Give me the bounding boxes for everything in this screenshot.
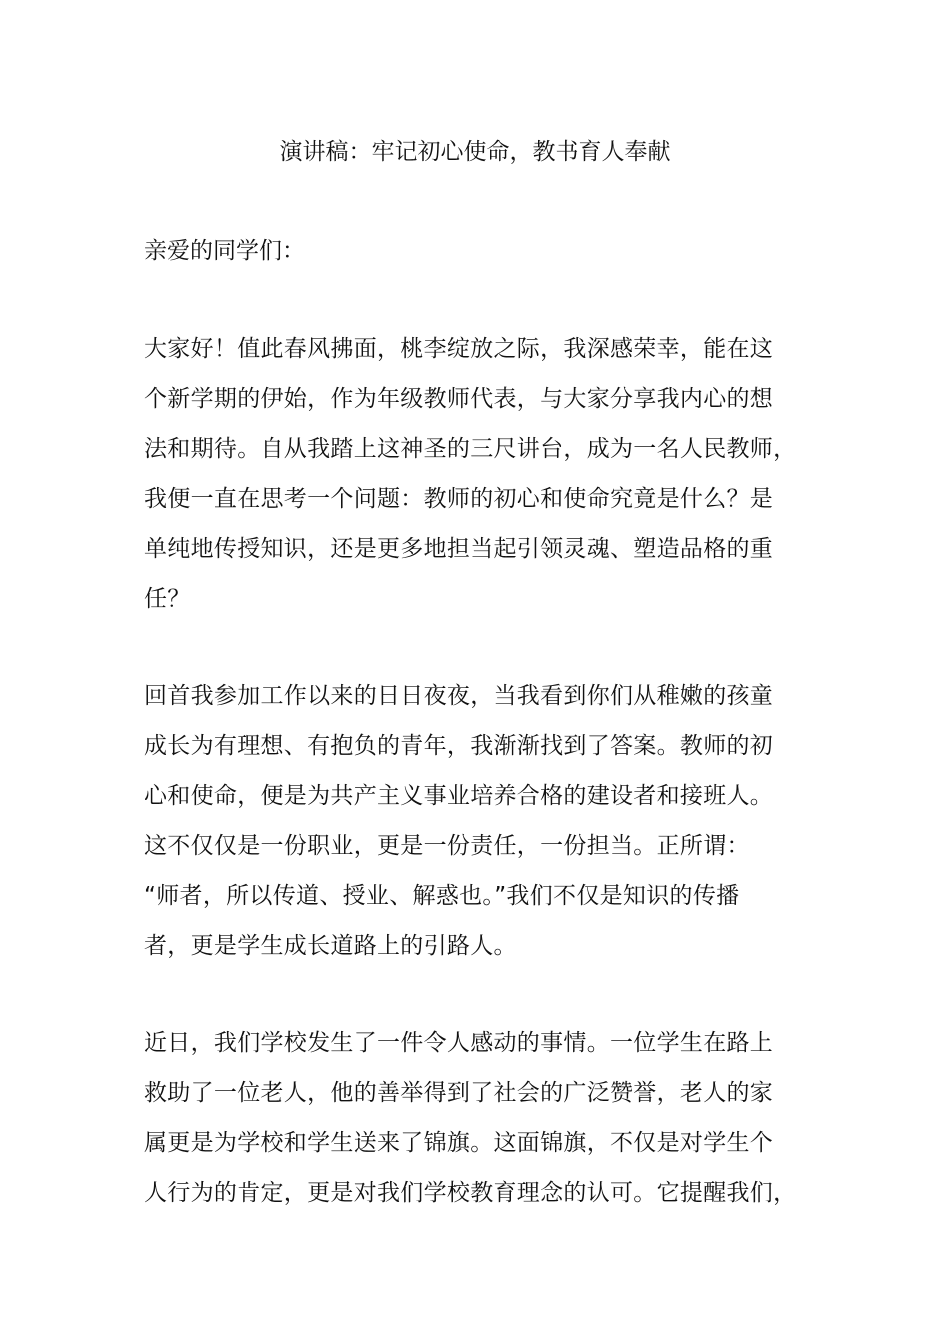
paragraph-line: 属更是为学校和学生送来了锦旗。这面锦旗，不仅是对学生个 <box>144 1130 774 1156</box>
paragraph-line: 任？ <box>144 586 191 612</box>
paragraph-line: 单纯地传授知识，还是更多地担当起引领灵魂、塑造品格的重 <box>144 536 774 562</box>
paragraph-line: “师者，所以传道、授业、解惑也。”我们不仅是知识的传播 <box>144 883 740 909</box>
paragraph-line: 大家好！值此春风拂面，桃李绽放之际，我深感荣幸，能在这 <box>144 336 774 362</box>
paragraph-line: 我便一直在思考一个问题：教师的初心和使命究竟是什么？是 <box>144 486 774 512</box>
paragraph-line: 成长为有理想、有抱负的青年，我渐渐找到了答案。教师的初 <box>144 733 774 759</box>
paragraph-2 <box>144 671 819 971</box>
paragraph-1 <box>144 324 819 624</box>
paragraph-line: 回首我参加工作以来的日日夜夜，当我看到你们从稚嫩的孩童 <box>144 683 774 709</box>
paragraph-line: 救助了一位老人，他的善举得到了社会的广泛赞誉，老人的家 <box>144 1080 774 1106</box>
paragraph-3 <box>144 1018 819 1218</box>
document-title: 演讲稿：牢记初心使命，教书育人奉献 <box>279 139 671 165</box>
paragraph-line: 法和期待。自从我踏上这神圣的三尺讲台，成为一名人民教师， <box>144 436 797 462</box>
paragraph-line: 个新学期的伊始，作为年级教师代表，与大家分享我内心的想 <box>144 386 774 412</box>
greeting: 亲爱的同学们： <box>144 238 305 264</box>
paragraph-line: 这不仅仅是一份职业，更是一份责任，一份担当。正所谓： <box>144 833 750 859</box>
paragraph-line: 近日，我们学校发生了一件令人感动的事情。一位学生在路上 <box>144 1030 774 1056</box>
paragraph-line: 心和使命，便是为共产主义事业培养合格的建设者和接班人。 <box>144 783 774 809</box>
paragraph-line: 人行为的肯定，更是对我们学校教育理念的认可。它提醒我们， <box>144 1180 797 1206</box>
paragraph-line: 者，更是学生成长道路上的引路人。 <box>144 933 517 959</box>
